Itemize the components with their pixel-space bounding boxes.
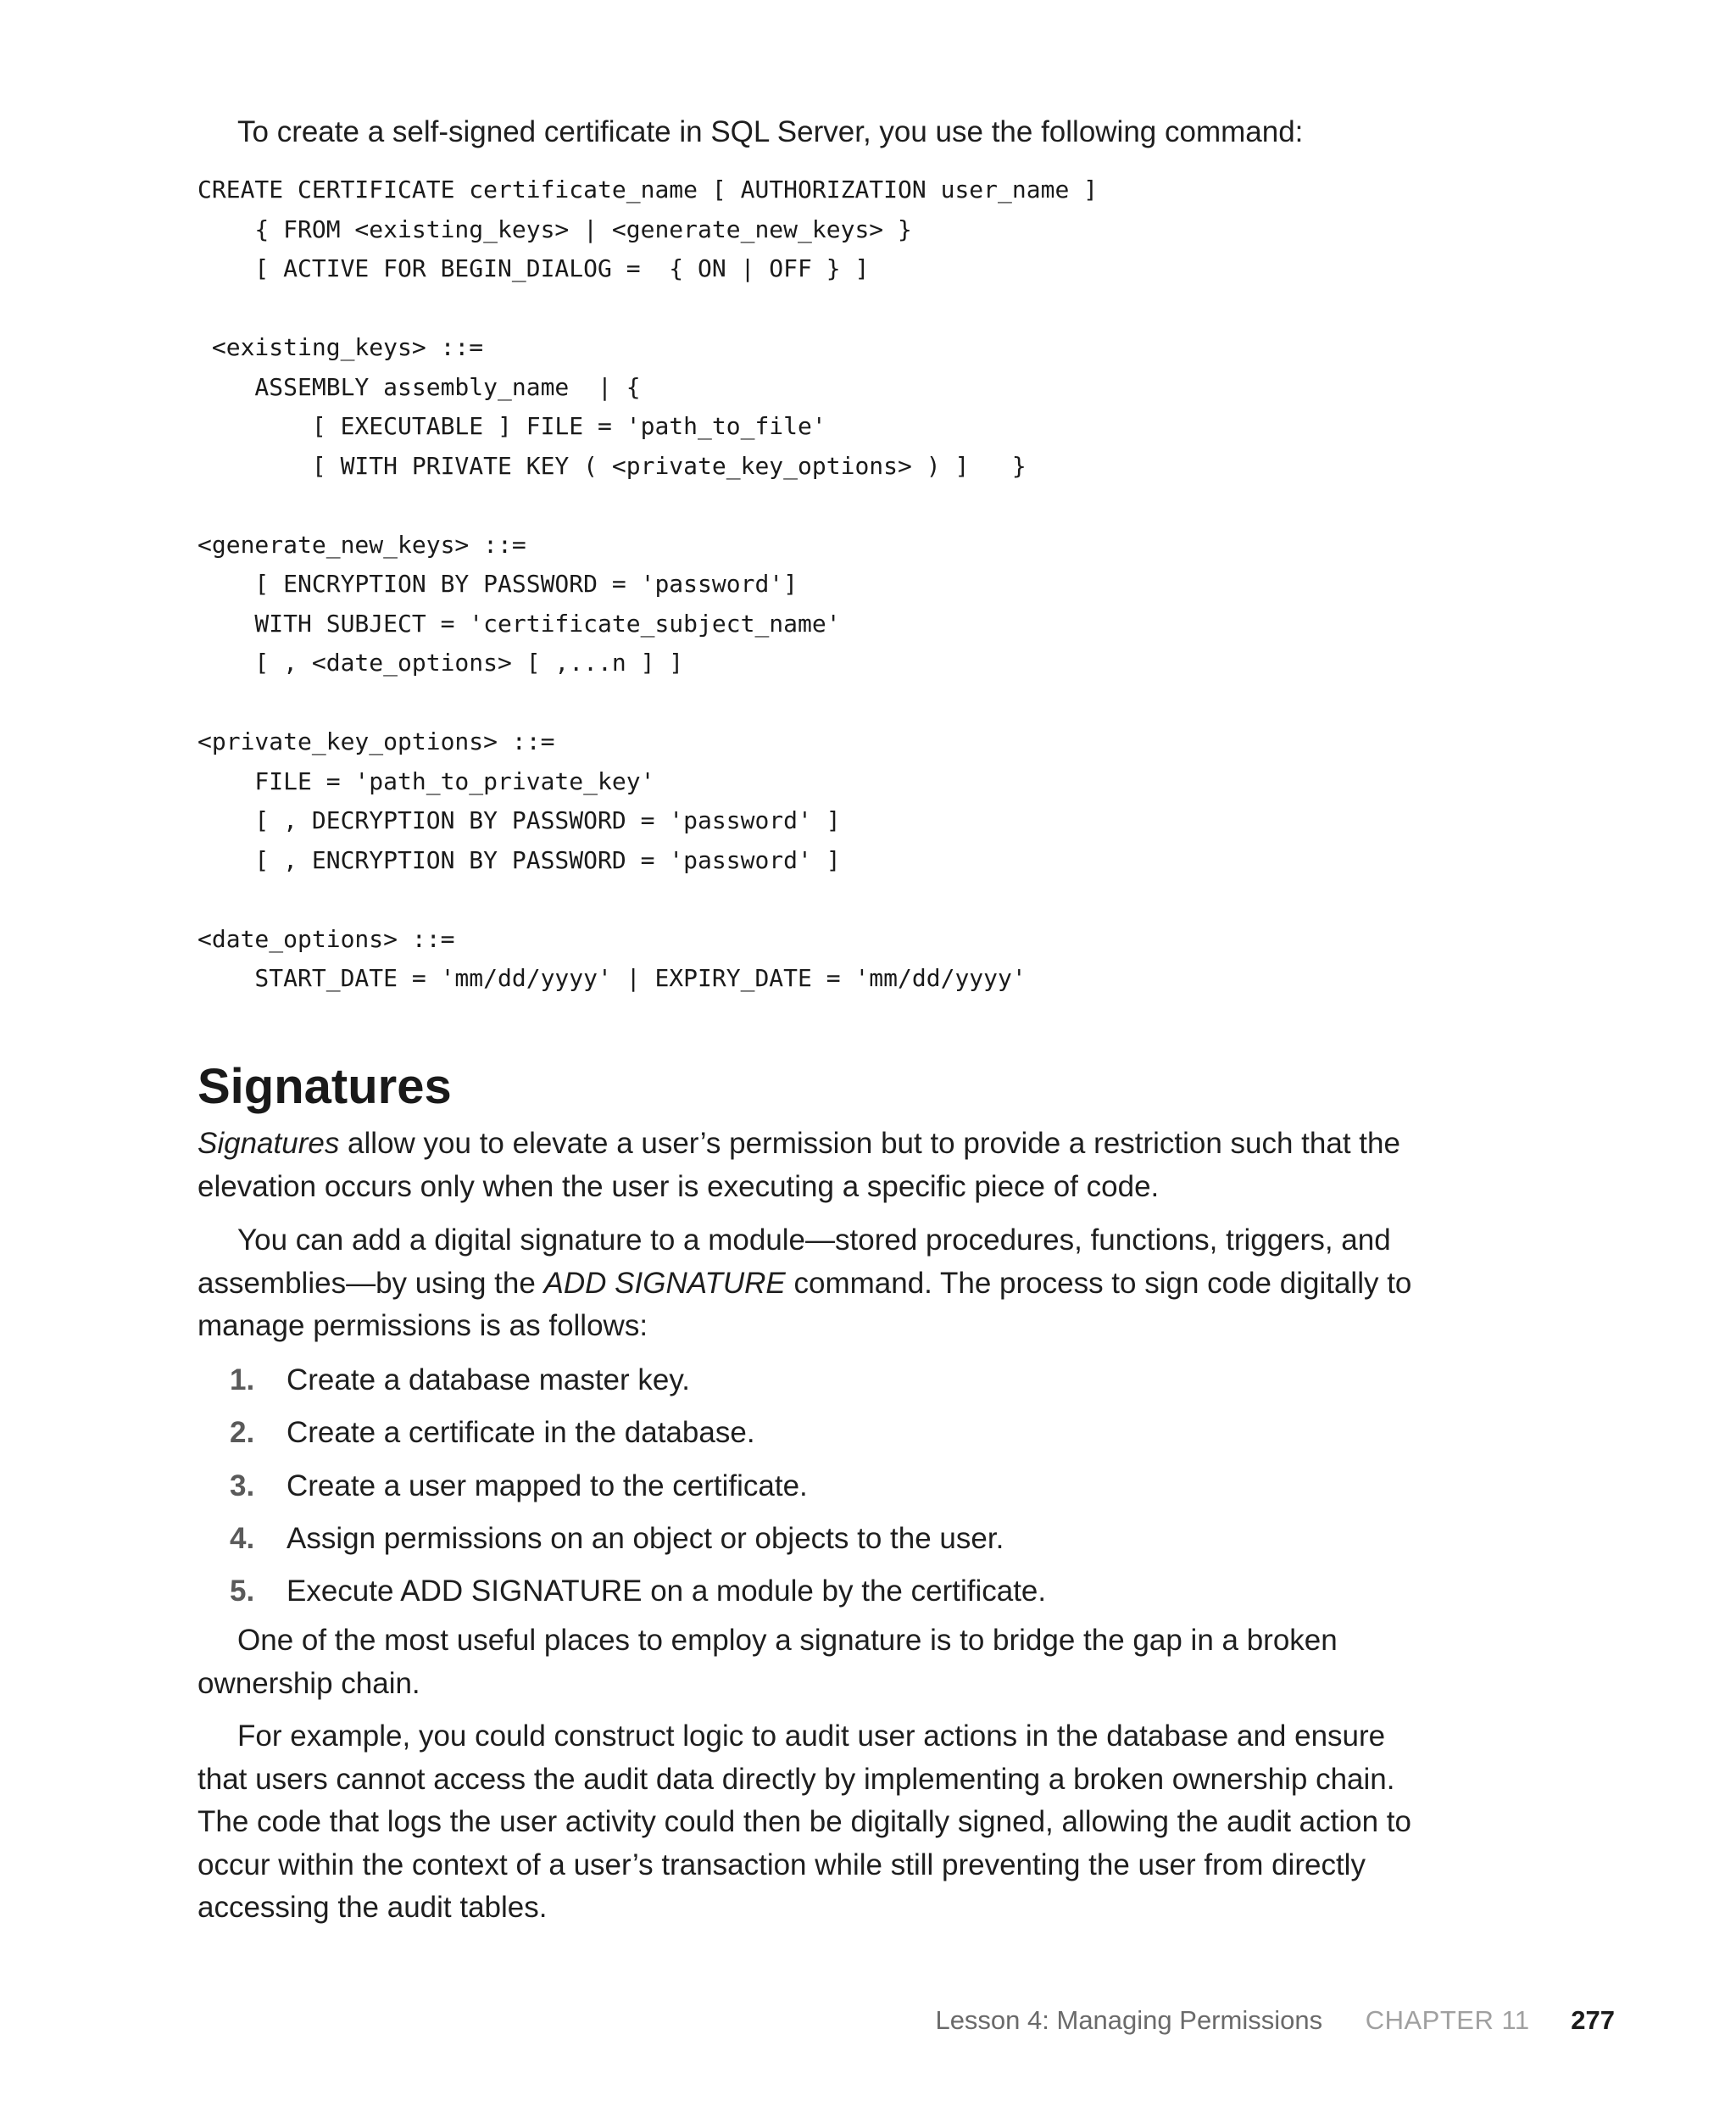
footer-chapter-label: CHAPTER 11 bbox=[1365, 2005, 1530, 2035]
code-line: [ , ENCRYPTION BY PASSWORD = 'password' ] bbox=[198, 845, 841, 874]
paragraph-text-before: You can add a digital signature to a module—stored procedures, functions, triggers, and assemblies—by using the bbox=[198, 1223, 1391, 1300]
code-line: [ WITH PRIVATE KEY ( <private_key_options> ) ] } bbox=[198, 451, 1027, 480]
step-number: 5. bbox=[230, 1575, 255, 1608]
signatures-term: Signatures bbox=[198, 1127, 340, 1160]
code-line: <generate_new_keys> ::= bbox=[198, 530, 526, 559]
signatures-definition-paragraph bbox=[198, 1123, 1435, 1208]
paragraph-text-after: command. The process to sign code digitally to manage permissions is as follows: bbox=[198, 1266, 1412, 1342]
step-number: 3. bbox=[230, 1469, 255, 1502]
code-line: [ ENCRYPTION BY PASSWORD = 'password'] bbox=[198, 570, 798, 598]
step-number: 1. bbox=[230, 1363, 255, 1396]
step-text: Create a user mapped to the certificate. bbox=[287, 1469, 808, 1502]
code-block bbox=[198, 170, 1098, 999]
paragraph-text: For example, you could construct logic to audit user actions in the database and ensure that users cannot access the audit data directly by implementing a broken ownership chain. The code that logs the user activity could then be digitally signed, allowing the audit action to occur within the context of a user’s transaction while still preventing the user from directly accessing the audit tables. bbox=[198, 1719, 1411, 1924]
code-line: [ , <date_options> [ ,...n ] ] bbox=[198, 649, 684, 677]
footer-lesson-title: Lesson 4: Managing Permissions bbox=[935, 2005, 1323, 2035]
ownership-chain-paragraph bbox=[198, 1619, 1435, 1705]
code-line: START_DATE = 'mm/dd/yyyy' | EXPIRY_DATE = 'mm/dd/yyyy' bbox=[198, 964, 1027, 992]
code-line: ASSEMBLY assembly_name | { bbox=[198, 372, 641, 401]
paragraph-text: One of the most useful places to employ a signature is to bridge the gap in a broken ownership chain. bbox=[198, 1624, 1338, 1700]
code-line: <existing_keys> ::= bbox=[198, 333, 484, 361]
step-text: Create a certificate in the database. bbox=[287, 1416, 755, 1450]
code-line: <date_options> ::= bbox=[198, 924, 455, 953]
section-heading: Signatures bbox=[198, 1059, 452, 1114]
page-footer bbox=[935, 1999, 1615, 2042]
add-signature-command: ADD SIGNATURE bbox=[543, 1266, 786, 1300]
code-line: FILE = 'path_to_private_key' bbox=[198, 766, 655, 795]
step-text: Execute ADD SIGNATURE on a module by the certificate. bbox=[287, 1575, 1047, 1608]
code-line: { FROM <existing_keys> | <generate_new_keys> } bbox=[198, 215, 912, 243]
code-line bbox=[198, 683, 1098, 723]
step-text: Create a database master key. bbox=[287, 1363, 690, 1396]
code-line: [ ACTIVE FOR BEGIN_DIALOG = { ON | OFF } ] bbox=[198, 254, 870, 282]
code-line: <private_key_options> ::= bbox=[198, 727, 555, 755]
step-text: Assign permissions on an object or objects to the user. bbox=[287, 1521, 1004, 1555]
intro-paragraph: To create a self-signed certificate in SQL Server, you use the following command: bbox=[237, 115, 1304, 148]
step-number: 2. bbox=[230, 1416, 255, 1450]
code-line bbox=[198, 289, 1098, 329]
code-line: [ , DECRYPTION BY PASSWORD = 'password' ] bbox=[198, 806, 841, 834]
code-line bbox=[198, 486, 1098, 526]
code-line: [ EXECUTABLE ] FILE = 'path_to_file' bbox=[198, 412, 826, 440]
add-signature-paragraph bbox=[198, 1219, 1435, 1348]
audit-example-paragraph bbox=[198, 1715, 1435, 1930]
signatures-definition-text: allow you to elevate a user’s permission but to provide a restriction such that the elevation occurs only when the user is executing a specific piece of code. bbox=[198, 1127, 1400, 1203]
page-number: 277 bbox=[1571, 2005, 1615, 2035]
step-number: 4. bbox=[230, 1521, 255, 1555]
code-line bbox=[198, 880, 1098, 920]
code-line: CREATE CERTIFICATE certificate_name [ AUTHORIZATION user_name ] bbox=[198, 176, 1099, 203]
code-line: WITH SUBJECT = 'certificate_subject_name' bbox=[198, 609, 841, 638]
